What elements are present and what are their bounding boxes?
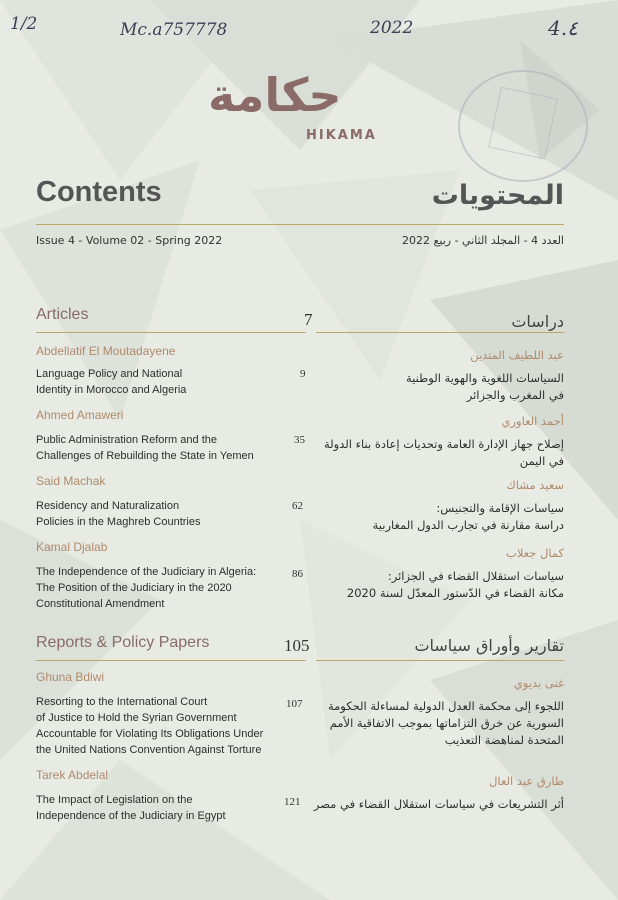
article-1-page: 9 bbox=[300, 368, 306, 380]
article-2-page: 35 bbox=[294, 434, 305, 446]
article-3-title-en: Residency and Naturalization Policies in the Maghreb Countries bbox=[36, 500, 201, 528]
reports-rule-en bbox=[36, 660, 306, 661]
article-4-title-en: The Independence of the Judiciary in Algeria: The Position of the Judiciary in the 2020 Constitutional Amendment bbox=[36, 566, 257, 610]
annotation-number: 4.٤ bbox=[548, 16, 578, 40]
report-1-page: 107 bbox=[286, 698, 303, 710]
article-2-author-en: Ahmed Amaweri bbox=[36, 408, 124, 422]
article-4-author-ar: كمال جعلاب bbox=[506, 546, 564, 560]
article-1-author-ar: عبد اللطيف المتدين bbox=[470, 348, 564, 362]
article-1-title-en: Language Policy and National Identity in Morocco and Algeria bbox=[36, 368, 187, 396]
article-4-title-ar: سياسات استقلال القضاء في الجزائر: مكانة القضاء في الدّستور المعدّل لسنة 2020 bbox=[346, 569, 564, 600]
report-1-author-ar: غنى بديوي bbox=[513, 676, 564, 690]
articles-rule-ar bbox=[316, 332, 564, 333]
article-2-title-en: Public Administration Reform and the Challenges of Rebuilding the State in Yemen bbox=[36, 434, 254, 462]
issue-ar: العدد 4 - المجلد الثاني - ربيع 2022 bbox=[402, 234, 564, 247]
article-1-author-en: Abdellatif El Moutadayene bbox=[36, 344, 176, 358]
report-2-title-en: The Impact of Legislation on the Independence of the Judiciary in Egypt bbox=[36, 794, 226, 822]
header-rule bbox=[36, 224, 564, 225]
report-2-page: 121 bbox=[284, 796, 301, 808]
report-1-title-en: Resorting to the International Court of Justice to Hold the Syrian Government Accountable for Violating Its Obligations Under the United Nations Convention Against Torture bbox=[36, 696, 264, 756]
logo-latin: HIKAMA bbox=[306, 128, 377, 143]
page-title-en: Contents bbox=[36, 176, 162, 208]
articles-rule-en bbox=[36, 332, 306, 333]
section-articles-en: Articles bbox=[36, 306, 89, 323]
annotation-fraction: 1/2 bbox=[10, 14, 38, 34]
report-2-author-en: Tarek Abdelal bbox=[36, 768, 109, 782]
article-3-author-en: Said Machak bbox=[36, 474, 106, 488]
page-title-ar: المحتويات bbox=[431, 180, 564, 211]
report-1-author-en: Ghuna Bdiwi bbox=[36, 670, 105, 684]
section-articles-page: 7 bbox=[304, 310, 313, 329]
section-reports-page: 105 bbox=[284, 636, 310, 655]
section-reports-en: Reports & Policy Papers bbox=[36, 634, 210, 651]
article-2-title-ar: إصلاح جهاز الإدارة العامة وتحديات إعادة بناء الدولة في اليمن bbox=[323, 437, 564, 468]
annotation-year: 2022 bbox=[370, 18, 414, 38]
annotation-code: Mc.a757778 bbox=[120, 20, 228, 40]
article-3-title-ar: سياسات الإقامة والتجنيس: دراسة مقارنة في تجارب الدول المغاربية bbox=[372, 501, 564, 532]
article-1-title-ar: السياسات اللغوية والهوية الوطنية في المغرب والجزائر bbox=[406, 371, 564, 402]
report-2-title-ar: أثر التشريعات في سياسات استقلال القضاء في مصر bbox=[313, 797, 564, 811]
report-2-author-ar: طارق عبد العال bbox=[489, 774, 564, 788]
article-4-author-en: Kamal Djalab bbox=[36, 540, 108, 554]
issue-en: Issue 4 - Volume 02 - Spring 2022 bbox=[36, 234, 223, 247]
report-1-title-ar: اللجوء إلى محكمة العدل الدولية لمساءلة الحكومة السورية عن خرق التزاماتها بموجب الاتفاقية الأمم المتحدة لمناهضة التعذيب bbox=[327, 699, 564, 747]
article-2-author-ar: أحمد العاوري bbox=[501, 414, 564, 428]
section-articles-ar: دراسات bbox=[511, 312, 564, 331]
library-stamp bbox=[458, 70, 588, 182]
article-3-author-ar: سعيد مشاك bbox=[506, 478, 564, 492]
article-3-page: 62 bbox=[292, 500, 303, 512]
reports-rule-ar bbox=[316, 660, 564, 661]
article-4-page: 86 bbox=[292, 568, 303, 580]
logo-arabic: حكامة bbox=[208, 68, 342, 122]
section-reports-ar: تقارير وأوراق سياسات bbox=[414, 636, 564, 655]
